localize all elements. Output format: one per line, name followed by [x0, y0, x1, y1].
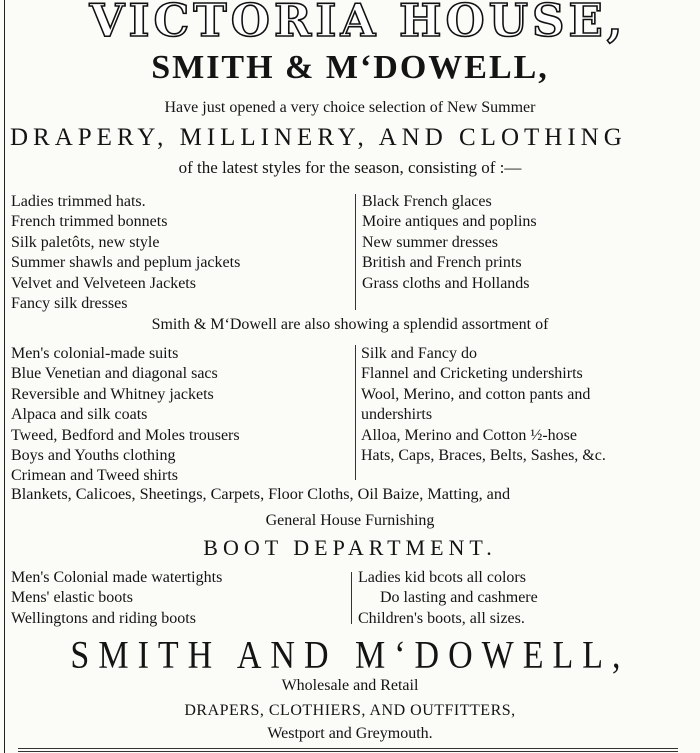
list-item: Summer shawls and peplum jackets	[11, 254, 241, 272]
list-item: Velvet and Velveteen Jackets	[11, 274, 196, 292]
category-heading: DRAPERY, MILLINERY, AND CLOTHING	[10, 124, 627, 151]
clothing-left-list	[11, 344, 240, 487]
furnishings-line: Blankets, Calicoes, Sheetings, Carpets, Floor Cloths, Oil Baize, Matting, and	[11, 485, 511, 503]
list-item: Men's colonial-made suits	[11, 345, 179, 362]
bottom-rule	[18, 748, 678, 749]
footer-firm-name: SMITH AND M‘DOWELL,	[70, 634, 630, 677]
list-item: Ladies trimmed hats.	[11, 193, 146, 210]
boots-left-list	[11, 568, 222, 629]
list-item: undershirts	[361, 406, 433, 424]
list-item: Ladies kid bcots all colors	[358, 569, 526, 586]
clothing-right-list	[361, 344, 606, 466]
list-item: Alpaca and silk coats	[11, 406, 148, 424]
intro-text: Have just opened a very choice selection of New Summer	[164, 99, 536, 116]
firm-name: SMITH & M‘DOWELL,	[151, 49, 549, 86]
wholesale-retail: Wholesale and Retail	[281, 677, 419, 694]
list-item: Black French glaces	[362, 193, 492, 210]
list-item: Alloa, Merino and Cotton ½-hose	[361, 426, 577, 444]
list-item: Fancy silk dresses	[11, 295, 128, 313]
column-divider	[351, 572, 352, 624]
bottom-rule-double	[18, 751, 678, 752]
list-item: British and French prints	[362, 254, 522, 272]
list-item: Crimean and Tweed shirts	[11, 467, 178, 485]
trades-line: DRAPERS, CLOTHIERS, AND OUTFITTERS,	[184, 702, 516, 719]
list-item: Mens' elastic boots	[11, 589, 133, 607]
list-item: Silk and Fancy do	[361, 345, 477, 362]
list-item: Hats, Caps, Braces, Belts, Sashes, &c.	[361, 447, 606, 465]
list-item: Wool, Merino, and cotton pants and	[361, 385, 591, 403]
list-item: Men's Colonial made watertights	[11, 569, 223, 586]
subheading: of the latest styles for the season, consisting of :—	[178, 158, 522, 177]
list-item: Grass cloths and Hollands	[362, 274, 530, 292]
column-divider	[355, 345, 356, 480]
boot-department-heading: BOOT DEPARTMENT.	[203, 535, 497, 560]
list-item: Flannel and Cricketing undershirts	[361, 365, 583, 383]
store-title: VICTORIA HOUSE,	[89, 0, 627, 47]
list-item: New summer dresses	[362, 233, 498, 251]
boots-right-list	[358, 568, 538, 629]
location-line: Westport and Greymouth.	[267, 725, 433, 742]
list-item: Moire antiques and poplins	[362, 213, 537, 231]
list-item: Do lasting and cashmere	[380, 589, 538, 607]
drapery-right-list	[362, 192, 537, 294]
list-item: Wellingtons and riding boots	[11, 609, 196, 627]
house-furnishing: General House Furnishing	[265, 512, 435, 529]
list-item: Silk paletôts, new style	[11, 233, 160, 251]
drapery-left-list	[11, 192, 240, 314]
assortment-intro: Smith & M‘Dowell are also showing a splendid assortment of	[151, 316, 549, 333]
list-item: Tweed, Bedford and Moles trousers	[11, 426, 240, 444]
list-item: French trimmed bonnets	[11, 213, 168, 231]
list-item: Reversible and Whitney jackets	[11, 385, 214, 403]
column-divider	[355, 194, 356, 310]
list-item: Boys and Youths clothing	[11, 447, 176, 465]
list-item: Children's boots, all sizes.	[358, 609, 525, 627]
list-item: Blue Venetian and diagonal sacs	[11, 365, 218, 383]
